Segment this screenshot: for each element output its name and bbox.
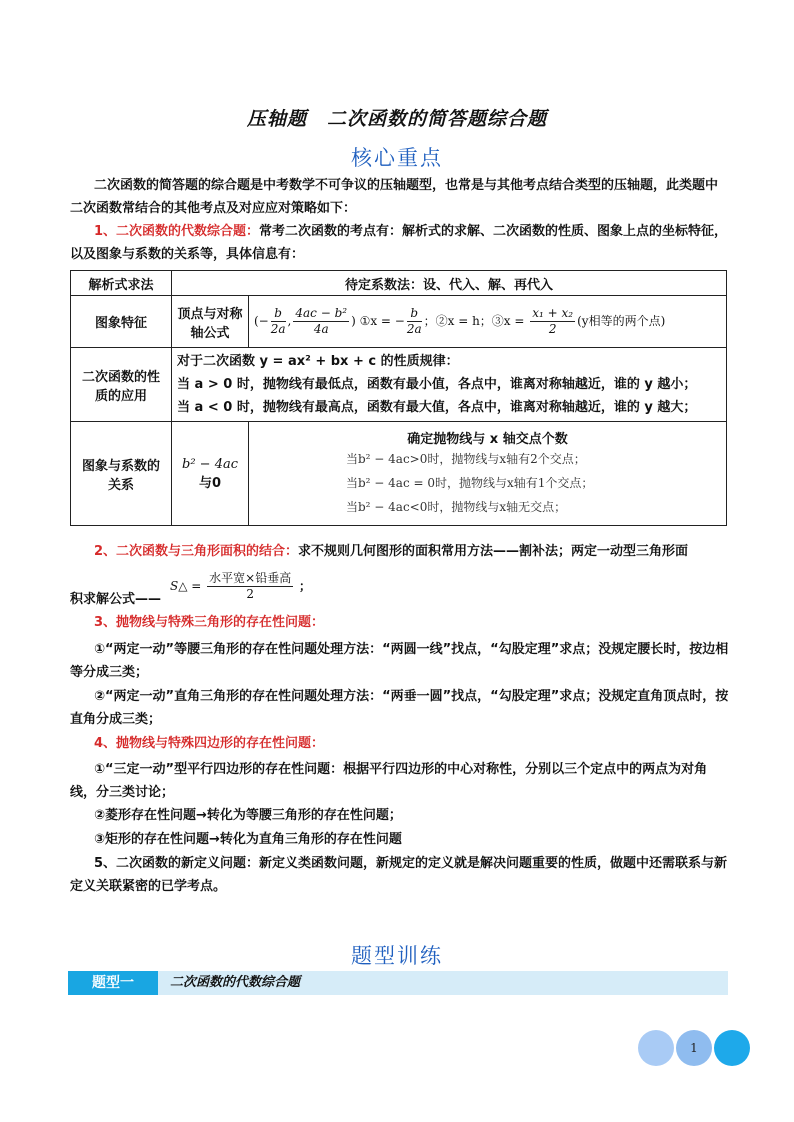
intersection-line: 当b² − 4ac>0时，抛物线与x轴有2个交点；: [346, 452, 586, 466]
properties-cell: [172, 348, 727, 422]
point-1-label: 1、二次函数的代数综合题：: [94, 224, 260, 239]
type-bar-text: 二次函数的代数综合题: [170, 975, 301, 990]
point-3-label: 3、抛物线与特殊三角形的存在性问题：: [94, 615, 325, 630]
property-line: 当 a < 0 时，抛物线有最高点，函数有最大值，各点中，谁离对称轴越近，谁的 y 越大；: [177, 400, 697, 415]
formula-part: ①x = −: [359, 314, 405, 328]
fraction: $\frac{b}{2a}$: [270, 306, 286, 336]
point-4-b: ②菱形存在性问题→转化为等腰三角形的存在性问题；: [94, 808, 402, 823]
formula-part: (y相等的两个点): [577, 314, 666, 328]
point-2-line2: 积求解公式——: [70, 592, 162, 607]
discriminant-compare: 与0: [198, 475, 222, 491]
fraction: $\frac{\text{x₁ + x₂}}{2}$: [532, 306, 574, 336]
decor-circle-left: [638, 1030, 674, 1066]
intersection-heading: 确定抛物线与 x 轴交点个数: [407, 432, 568, 447]
decor-circle-right: [714, 1030, 750, 1066]
core-heading: 核心重点: [351, 146, 443, 170]
property-line: 当 a > 0 时，抛物线有最低点，函数有最小值，各点中，谁离对称轴越近，谁的 y 越小；: [177, 377, 697, 392]
point-5: 5、二次函数的新定义问题：新定义类函数问题，新规定的定义就是解决问题重要的性质，做题中还需联系与新定义关联紧密的已学考点。: [70, 856, 728, 894]
point-4-label: 4、抛物线与特殊四边形的存在性问题：: [94, 736, 325, 751]
intro-paragraph: 二次函数的简答题的综合题是中考数学不可争议的压轴题型，也常是与其他考点结合类型的压轴题，此类题中二次函数常结合的其他考点及对应应对策略如下：: [70, 178, 719, 216]
point-1: [70, 220, 730, 266]
formula-part: ；②x = h；③x =: [423, 314, 525, 328]
type-bar-label: 题型一: [68, 971, 158, 995]
point-4-a: ①“三定一动”型平行四边形的存在性问题：根据平行四边形的中心对称性，分别以三个定点中的两点为对角线，分三类讨论；: [70, 762, 708, 800]
area-denominator: 2: [246, 587, 254, 601]
type-bar: [68, 971, 728, 995]
intersection-line: 当b² − 4ac<0时，抛物线与x轴无交点；: [346, 500, 567, 514]
intersection-line: 当b² − 4ac = 0时，抛物线与x轴有1个交点；: [346, 476, 594, 490]
point-2-label: 2、二次函数与三角形面积的结合：: [94, 544, 299, 559]
vertex-formula: (− $\frac{b}{2a}$ , $\frac{\text{4ac − b²}}{4a}$ ) ①x = − $\frac{b}{2a}$ ；②x = h；③x = $\frac{\text{x₁ + x₂}}{2}$ (y相等的两个点): [249, 296, 727, 348]
table-cell: 二次函数的性质的应用: [71, 348, 172, 422]
table-cell: 解析式求法: [71, 271, 172, 296]
page-number: 1: [690, 1041, 698, 1055]
intersection-cell: [249, 422, 727, 526]
point-3-a: ①“两定一动”等腰三角形的存在性问题处理方法：“两圆一线”找点，“勾股定理”求点；没规定腰长时，按边相等分成三类；: [70, 642, 729, 680]
area-numerator: 水平宽×铅垂高: [209, 571, 292, 585]
table-cell: 图象与系数的关系: [71, 422, 172, 526]
page-title: 压轴题 二次函数的简答题综合题: [246, 108, 547, 130]
table-cell: 待定系数法：设、代入、解、再代入: [172, 271, 727, 296]
table-cell: 图象特征: [71, 296, 172, 348]
info-table: [70, 270, 727, 526]
table-cell: 顶点与对称轴公式: [172, 296, 249, 348]
point-1-text: 常考二次函数的考点有：解析式的求解、二次函数的性质、图象上点的坐标特征，以及图象与系数的关系等，具体信息有：: [70, 224, 728, 262]
area-lhs: S△ =: [170, 579, 202, 593]
discriminant-cell: [172, 422, 249, 526]
discriminant-expr: b² − 4ac: [182, 456, 238, 472]
point-2-text: 求不规则几何图形的面积常用方法——割补法；两定一动型三角形面: [298, 544, 689, 559]
fraction: $\frac{b}{2a}$: [406, 306, 422, 336]
point-4-c: ③矩形的存在性问题→转化为直角三角形的存在性问题: [94, 832, 402, 847]
fraction: [207, 571, 293, 602]
fraction: $\frac{\text{4ac − b²}}{4a}$: [295, 306, 348, 336]
area-formula: [170, 571, 311, 602]
property-line: 对于二次函数 y = ax² + bx + c 的性质规律：: [177, 354, 459, 369]
area-tail: ；: [299, 579, 312, 593]
training-heading: 题型训练: [351, 944, 443, 968]
point-3-b: ②“两定一动”直角三角形的存在性问题处理方法：“两垂一圆”找点，“勾股定理”求点；没规定直角顶点时，按直角分成三类；: [70, 689, 729, 727]
point-2: [70, 540, 730, 563]
